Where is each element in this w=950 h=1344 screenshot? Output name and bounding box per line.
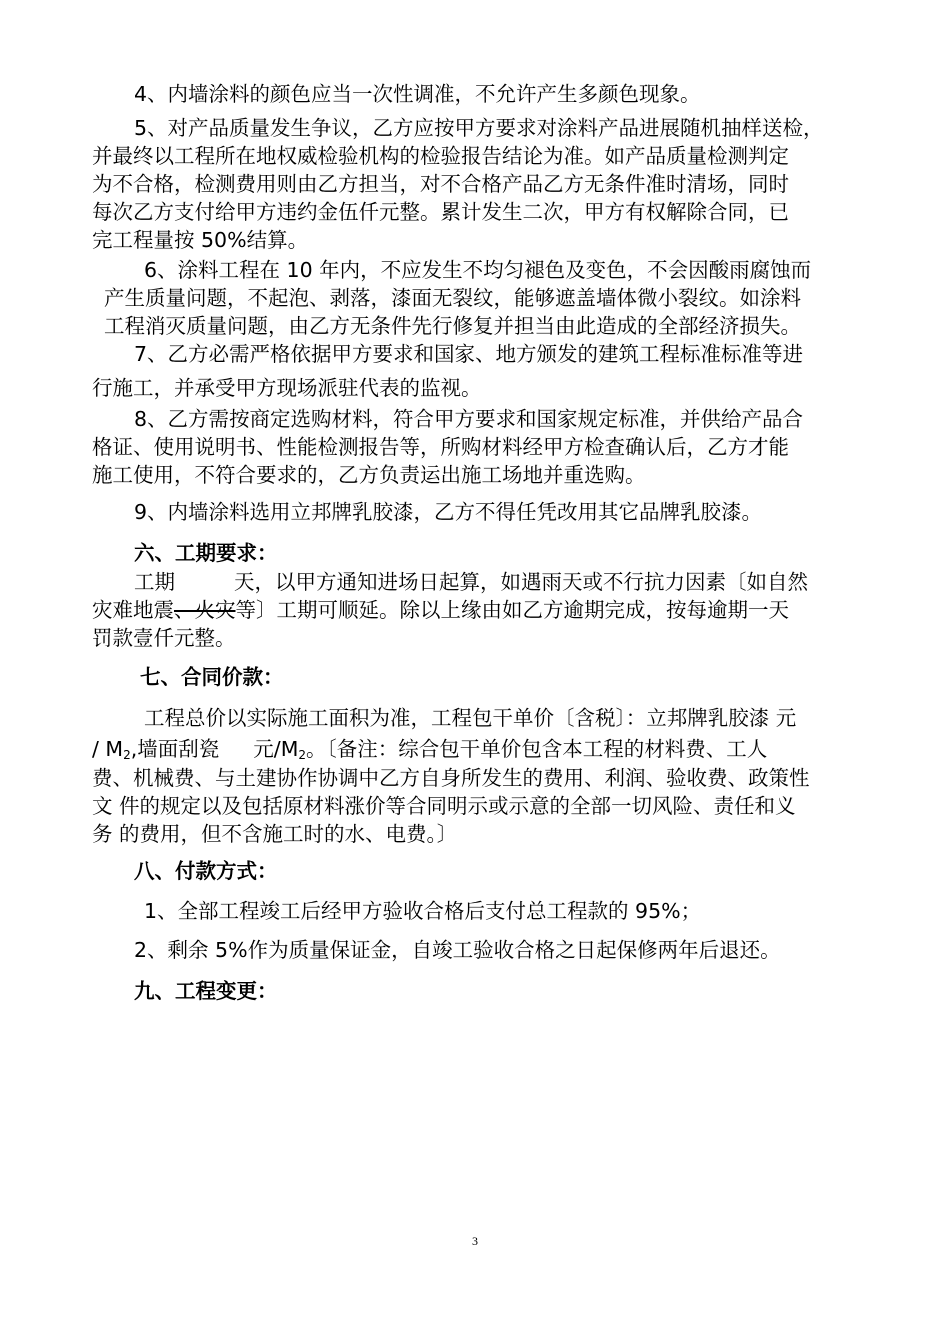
schedule-line-2 (92, 596, 789, 624)
price-line-5: 务 的费用，但不含施工时的水、电费。〕 (92, 822, 458, 846)
section-7-heading: 七、合同价款： (140, 665, 284, 689)
page-number: 3 (472, 1234, 478, 1248)
price-line-4: 文 件的规定以及包括原材料涨价等合同明示或示意的全部一切风险、责任和义 (92, 794, 796, 818)
price-line-2 (92, 735, 767, 763)
schedule-line-3: 罚款壹仟元整。 (92, 626, 236, 650)
clause-9: 9、内墙涂料选用立邦牌乳胶漆，乙方不得任凭改用其它品牌乳胶漆。 (134, 500, 763, 524)
price-remark: 。〔备注：综合包干单价包含本工程的材料费、工人 (306, 737, 768, 761)
clause-7-line-2: 行施工，并承受甲方现场派驻代表的监视。 (92, 376, 482, 400)
clause-6-line-2: 产生质量问题，不起泡、剥落，漆面无裂纹，能够遮盖墙体微小裂纹。如涂料 (104, 286, 801, 310)
payment-2: 2、剩余 5%作为质量保证金，自竣工验收合格之日起保修两年后退还。 (134, 938, 781, 962)
schedule-line-1b: 天，以甲方通知进场日起算，如遇雨天或不行抗力因素〔如自然 (234, 570, 808, 594)
section-9-heading: 九、工程变更： (134, 979, 278, 1003)
section-8-heading: 八、付款方式： (134, 859, 278, 883)
price-unit-1: / M (92, 737, 124, 761)
price-line-1: 工程总价以实际施工面积为准，工程包干单价〔含税〕：立邦牌乳胶漆 元 (144, 706, 797, 730)
clause-5-line-3: 为不合格，检测费用则由乙方担当，对不合格产品乙方无条件准时清场，同时 (92, 172, 789, 196)
clause-4: 4、内墙涂料的颜色应当一次性调准，不允许产生多颜色现象。 (134, 82, 701, 106)
clause-8-line-1: 8、乙方需按商定选购材料，符合甲方要求和国家规定标准，并供给产品合 (134, 407, 804, 431)
clause-6-line-1: 6、涂料工程在 10 年内，不应发生不均匀褪色及变色，不会因酸雨腐蚀而 (144, 258, 812, 282)
clause-5-line-1: 5、对产品质量发生争议，乙方应按甲方要求对涂料产品进展随机抽样送检， (134, 116, 824, 140)
clause-8-line-2: 格证、使用说明书、性能检测报告等，所购材料经甲方检查确认后，乙方才能 (92, 435, 789, 459)
schedule-line-2c: 等〕工期可顺延。除以上缘由如乙方逾期完成，按每逾期一天 (235, 598, 789, 622)
payment-1: 1、全部工程竣工后经甲方验收合格后支付总工程款的 95%； (144, 899, 702, 923)
schedule-struck-text: 、火灾 (174, 598, 236, 622)
clause-7-line-1: 7、乙方必需严格依据甲方要求和国家、地方颁发的建筑工程标准标准等进 (134, 342, 804, 366)
clause-5-line-2: 并最终以工程所在地权威检验机构的检验报告结论为准。如产品质量检测判定 (92, 144, 789, 168)
price-unit-2-sub: 2 (298, 748, 307, 762)
price-wall: ,墙面刮瓷 (130, 737, 220, 761)
clause-5-line-5: 完工程量按 50%结算。 (92, 228, 309, 252)
clause-8-line-3: 施工使用，不符合要求的，乙方负责运出施工场地并重选购。 (92, 463, 646, 487)
clause-6-line-3: 工程消灭质量问题，由乙方无条件先行修复并担当由此造成的全部经济损失。 (104, 314, 801, 338)
clause-5-line-4: 每次乙方支付给甲方违约金伍仟元整。累计发生二次，甲方有权解除合同，已 (92, 200, 789, 224)
schedule-line-1a: 工期 (134, 570, 175, 594)
schedule-line-2a: 灾难地震 (92, 598, 174, 622)
price-line-3: 费、机械费、与土建协作协调中乙方自身所发生的费用、利润、验收费、政策性 (92, 766, 810, 790)
price-unit-2: 元/M (253, 737, 299, 761)
section-6-heading: 六、工期要求： (134, 541, 278, 565)
price-unit-1-sub: 2 (123, 748, 131, 762)
